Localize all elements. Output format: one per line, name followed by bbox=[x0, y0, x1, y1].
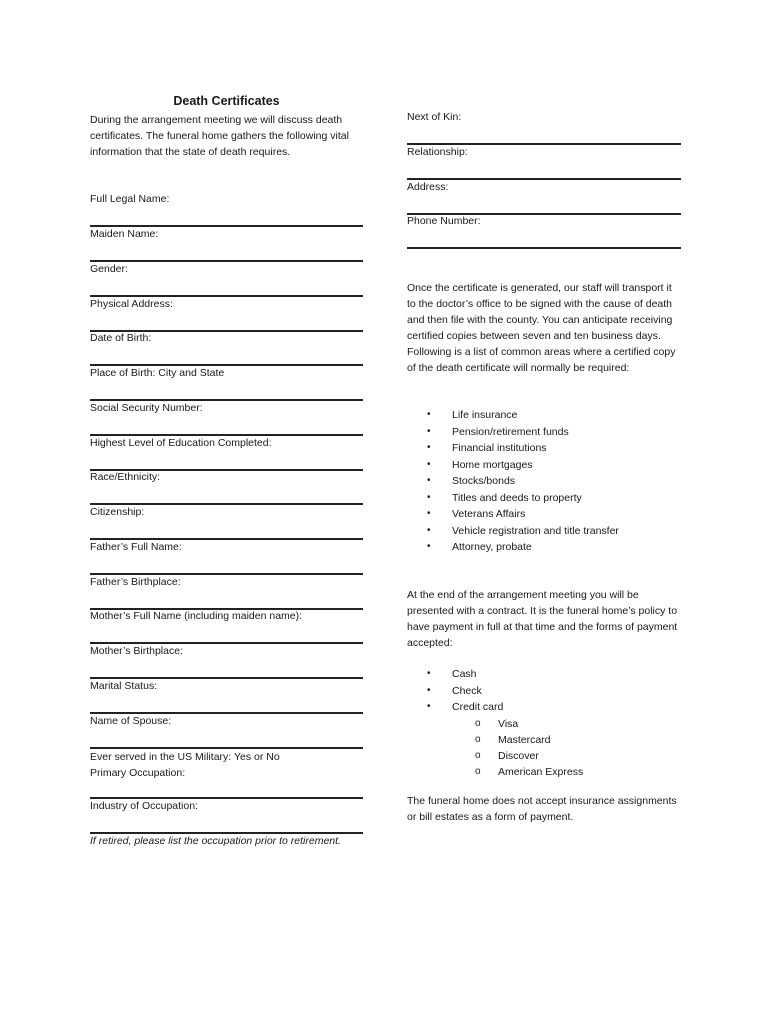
primary-occupation-label: Primary Occupation: bbox=[90, 767, 186, 779]
certificate-paragraph: Once the certificate is generated, our staff will transport it to the doctor’s office to be signed with the cause of death and then file with the county. You can anticipate receiving certified copies between seven and ten business days. Following is a list of common areas where a certified copy of the death certificate will normally be required: bbox=[407, 282, 676, 374]
list-item: • Cash bbox=[407, 666, 677, 683]
list-item: • Financial institutions bbox=[407, 440, 677, 457]
field-place-of-birth[interactable] bbox=[90, 366, 363, 401]
field-label: Relationship: bbox=[407, 146, 468, 158]
list-item: o Discover bbox=[475, 749, 539, 762]
sub-bullet-icon: o bbox=[475, 749, 481, 761]
field-physical-address[interactable] bbox=[90, 297, 363, 332]
field-full-legal-name[interactable] bbox=[90, 192, 363, 227]
field-label: Citizenship: bbox=[90, 506, 145, 518]
field-father-full-name[interactable] bbox=[90, 540, 363, 575]
field-label: Father’s Birthplace: bbox=[90, 576, 181, 588]
field-line bbox=[407, 247, 681, 249]
credit-card-list bbox=[452, 716, 677, 780]
field-gender[interactable] bbox=[90, 262, 363, 297]
field-maiden-name[interactable] bbox=[90, 227, 363, 262]
payment-paragraph: At the end of the arrangement meeting you will be presented with a contract. It is the funeral home’s policy to have payment in full at that time and the forms of payment accepted: bbox=[407, 589, 678, 649]
field-label bbox=[90, 749, 280, 781]
required-areas-list bbox=[407, 407, 677, 556]
field-label: Address: bbox=[407, 181, 449, 193]
field-label: Highest Level of Education Completed: bbox=[90, 437, 272, 449]
bullet-icon: • bbox=[427, 425, 431, 437]
field-date-of-birth[interactable] bbox=[90, 331, 363, 366]
list-item: • Life insurance bbox=[407, 407, 677, 424]
bullet-icon: • bbox=[427, 541, 431, 552]
sub-bullet-icon: o bbox=[475, 733, 481, 745]
bullet-icon: • bbox=[427, 668, 431, 679]
field-label: Full Legal Name: bbox=[90, 193, 170, 205]
field-phone-number[interactable] bbox=[407, 214, 681, 249]
list-item: • Veterans Affairs bbox=[407, 506, 677, 523]
bullet-icon: • bbox=[427, 442, 431, 453]
field-label: Race/Ethnicity: bbox=[90, 471, 161, 483]
payment-methods-list bbox=[407, 666, 677, 780]
field-name-of-spouse[interactable] bbox=[90, 714, 363, 749]
field-label: Father’s Full Name: bbox=[90, 541, 182, 553]
list-item: • Titles and deeds to property bbox=[407, 490, 677, 507]
field-relationship[interactable] bbox=[407, 145, 681, 180]
sub-bullet-icon: o bbox=[475, 765, 481, 777]
list-item: • Pension/retirement funds bbox=[407, 424, 677, 441]
list-item: • Attorney, probate bbox=[407, 539, 677, 556]
field-mother-birthplace[interactable] bbox=[90, 644, 363, 679]
field-next-of-kin[interactable] bbox=[407, 110, 681, 145]
field-citizenship[interactable] bbox=[90, 505, 363, 540]
field-mother-full-name[interactable] bbox=[90, 609, 363, 644]
retired-note: If retired, please list the occupation prior to retirement. bbox=[90, 835, 341, 847]
list-item: • Vehicle registration and title transfer bbox=[407, 523, 677, 540]
field-marital-status[interactable] bbox=[90, 679, 363, 714]
list-item: o Visa bbox=[475, 717, 519, 730]
field-label: Next of Kin: bbox=[407, 111, 462, 123]
field-military-occupation[interactable] bbox=[90, 749, 363, 799]
intro-paragraph: During the arrangement meeting we will discuss death certificates. The funeral home gathers the following vital information that the state of death requires. bbox=[90, 114, 349, 158]
field-label: Place of Birth: City and State bbox=[90, 367, 225, 379]
list-item: • Check bbox=[407, 683, 677, 700]
insurance-note: The funeral home does not accept insurance assignments or bill estates as a form of payment. bbox=[407, 795, 677, 823]
sub-bullet-icon: o bbox=[475, 717, 481, 729]
list-item: • Home mortgages bbox=[407, 457, 677, 474]
field-label: Marital Status: bbox=[90, 680, 158, 692]
bullet-icon: • bbox=[427, 508, 431, 519]
field-label: Mother’s Birthplace: bbox=[90, 645, 183, 657]
field-race-ethnicity[interactable] bbox=[90, 470, 363, 505]
bullet-icon: • bbox=[427, 409, 431, 420]
bullet-icon: • bbox=[427, 458, 431, 470]
bullet-icon: • bbox=[427, 684, 431, 696]
field-label: Social Security Number: bbox=[90, 402, 203, 414]
field-address[interactable] bbox=[407, 180, 681, 215]
field-education[interactable] bbox=[90, 436, 363, 471]
bullet-icon: • bbox=[427, 475, 431, 486]
field-label: Name of Spouse: bbox=[90, 715, 172, 727]
field-industry-of-occupation[interactable] bbox=[90, 799, 363, 834]
field-father-birthplace[interactable] bbox=[90, 575, 363, 610]
bullet-icon: • bbox=[427, 491, 431, 503]
bullet-icon: • bbox=[427, 524, 431, 536]
list-item: o American Express bbox=[475, 765, 584, 778]
field-social-security-number[interactable] bbox=[90, 401, 363, 436]
list-item: o Mastercard bbox=[475, 733, 551, 746]
page-title: Death Certificates bbox=[173, 94, 280, 108]
military-service-label: Ever served in the US Military: Yes or No bbox=[90, 751, 280, 763]
field-label: Physical Address: bbox=[90, 298, 173, 310]
list-item: • Credit card o Visa o Mastercard o Discover o American Express bbox=[407, 699, 677, 780]
field-label: Date of Birth: bbox=[90, 332, 152, 344]
list-item: • Stocks/bonds bbox=[407, 473, 677, 490]
bullet-icon: • bbox=[427, 701, 431, 712]
field-label: Phone Number: bbox=[407, 215, 481, 227]
field-label: Gender: bbox=[90, 263, 128, 275]
field-label: Maiden Name: bbox=[90, 228, 159, 240]
field-label: Mother’s Full Name (including maiden name): bbox=[90, 610, 303, 622]
field-label: Industry of Occupation: bbox=[90, 800, 198, 812]
